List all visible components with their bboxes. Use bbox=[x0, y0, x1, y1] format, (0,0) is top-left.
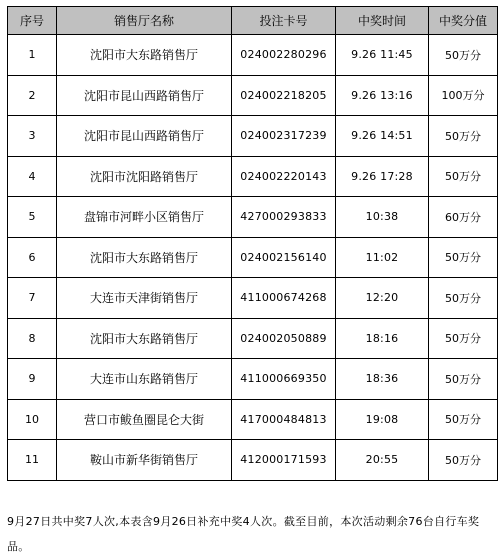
header-shop-name: 销售厅名称 bbox=[57, 7, 232, 35]
cell-card-number: 412000171593 bbox=[232, 440, 336, 481]
cell-card-number: 024002218205 bbox=[232, 75, 336, 116]
cell-win-score: 50万分 bbox=[429, 237, 498, 278]
table-row bbox=[8, 399, 498, 440]
cell-index: 1 bbox=[8, 35, 57, 76]
table-row bbox=[8, 237, 498, 278]
cell-win-score: 50万分 bbox=[429, 359, 498, 400]
cell-index: 6 bbox=[8, 237, 57, 278]
cell-win-score: 50万分 bbox=[429, 278, 498, 319]
cell-card-number: 024002280296 bbox=[232, 35, 336, 76]
cell-shop-name: 大连市天津街销售厅 bbox=[57, 278, 232, 319]
cell-card-number: 024002156140 bbox=[232, 237, 336, 278]
cell-win-time: 18:16 bbox=[336, 318, 429, 359]
cell-index: 3 bbox=[8, 116, 57, 157]
cell-win-score: 100万分 bbox=[429, 75, 498, 116]
cell-win-time: 20:55 bbox=[336, 440, 429, 481]
cell-shop-name: 沈阳市昆山西路销售厅 bbox=[57, 75, 232, 116]
cell-win-time: 19:08 bbox=[336, 399, 429, 440]
table-row bbox=[8, 359, 498, 400]
cell-card-number: 024002050889 bbox=[232, 318, 336, 359]
cell-index: 2 bbox=[8, 75, 57, 116]
cell-win-score: 50万分 bbox=[429, 156, 498, 197]
cell-card-number: 411000674268 bbox=[232, 278, 336, 319]
table-row bbox=[8, 116, 498, 157]
table-row bbox=[8, 156, 498, 197]
header-win-score: 中奖分值 bbox=[429, 7, 498, 35]
cell-index: 9 bbox=[8, 359, 57, 400]
cell-win-time: 9.26 11:45 bbox=[336, 35, 429, 76]
cell-shop-name: 盘锦市河畔小区销售厅 bbox=[57, 197, 232, 238]
table-row bbox=[8, 440, 498, 481]
cell-shop-name: 营口市鲅鱼圈昆仑大街 bbox=[57, 399, 232, 440]
cell-index: 4 bbox=[8, 156, 57, 197]
table-header-row bbox=[8, 7, 498, 35]
cell-card-number: 417000484813 bbox=[232, 399, 336, 440]
cell-index: 11 bbox=[8, 440, 57, 481]
cell-win-time: 11:02 bbox=[336, 237, 429, 278]
cell-index: 7 bbox=[8, 278, 57, 319]
cell-win-score: 50万分 bbox=[429, 35, 498, 76]
cell-win-time: 9.26 13:16 bbox=[336, 75, 429, 116]
cell-index: 8 bbox=[8, 318, 57, 359]
cell-win-score: 50万分 bbox=[429, 440, 498, 481]
cell-shop-name: 鞍山市新华街销售厅 bbox=[57, 440, 232, 481]
cell-shop-name: 大连市山东路销售厅 bbox=[57, 359, 232, 400]
header-index: 序号 bbox=[8, 7, 57, 35]
cell-card-number: 024002317239 bbox=[232, 116, 336, 157]
prize-winners-table bbox=[7, 6, 498, 481]
cell-win-score: 50万分 bbox=[429, 116, 498, 157]
header-card-number: 投注卡号 bbox=[232, 7, 336, 35]
cell-card-number: 024002220143 bbox=[232, 156, 336, 197]
cell-win-score: 60万分 bbox=[429, 197, 498, 238]
cell-win-time: 10:38 bbox=[336, 197, 429, 238]
table-row bbox=[8, 278, 498, 319]
cell-win-score: 50万分 bbox=[429, 318, 498, 359]
table-row bbox=[8, 318, 498, 359]
footnote-summary: 9月27日共中奖7人次,本表含9月26日补充中奖4人次。截至目前，本次活动剩余76台自行车奖品。 bbox=[7, 515, 480, 553]
cell-card-number: 427000293833 bbox=[232, 197, 336, 238]
cell-index: 10 bbox=[8, 399, 57, 440]
table-row bbox=[8, 197, 498, 238]
header-win-time: 中奖时间 bbox=[336, 7, 429, 35]
cell-win-time: 18:36 bbox=[336, 359, 429, 400]
prize-winners-sheet bbox=[7, 6, 497, 481]
cell-shop-name: 沈阳市大东路销售厅 bbox=[57, 35, 232, 76]
table-row bbox=[8, 35, 498, 76]
cell-shop-name: 沈阳市沈阳路销售厅 bbox=[57, 156, 232, 197]
cell-index: 5 bbox=[8, 197, 57, 238]
cell-shop-name: 沈阳市昆山西路销售厅 bbox=[57, 116, 232, 157]
table-row bbox=[8, 75, 498, 116]
cell-card-number: 411000669350 bbox=[232, 359, 336, 400]
cell-shop-name: 沈阳市大东路销售厅 bbox=[57, 318, 232, 359]
cell-win-time: 9.26 17:28 bbox=[336, 156, 429, 197]
cell-win-time: 12:20 bbox=[336, 278, 429, 319]
cell-shop-name: 沈阳市大东路销售厅 bbox=[57, 237, 232, 278]
cell-win-time: 9.26 14:51 bbox=[336, 116, 429, 157]
cell-win-score: 50万分 bbox=[429, 399, 498, 440]
